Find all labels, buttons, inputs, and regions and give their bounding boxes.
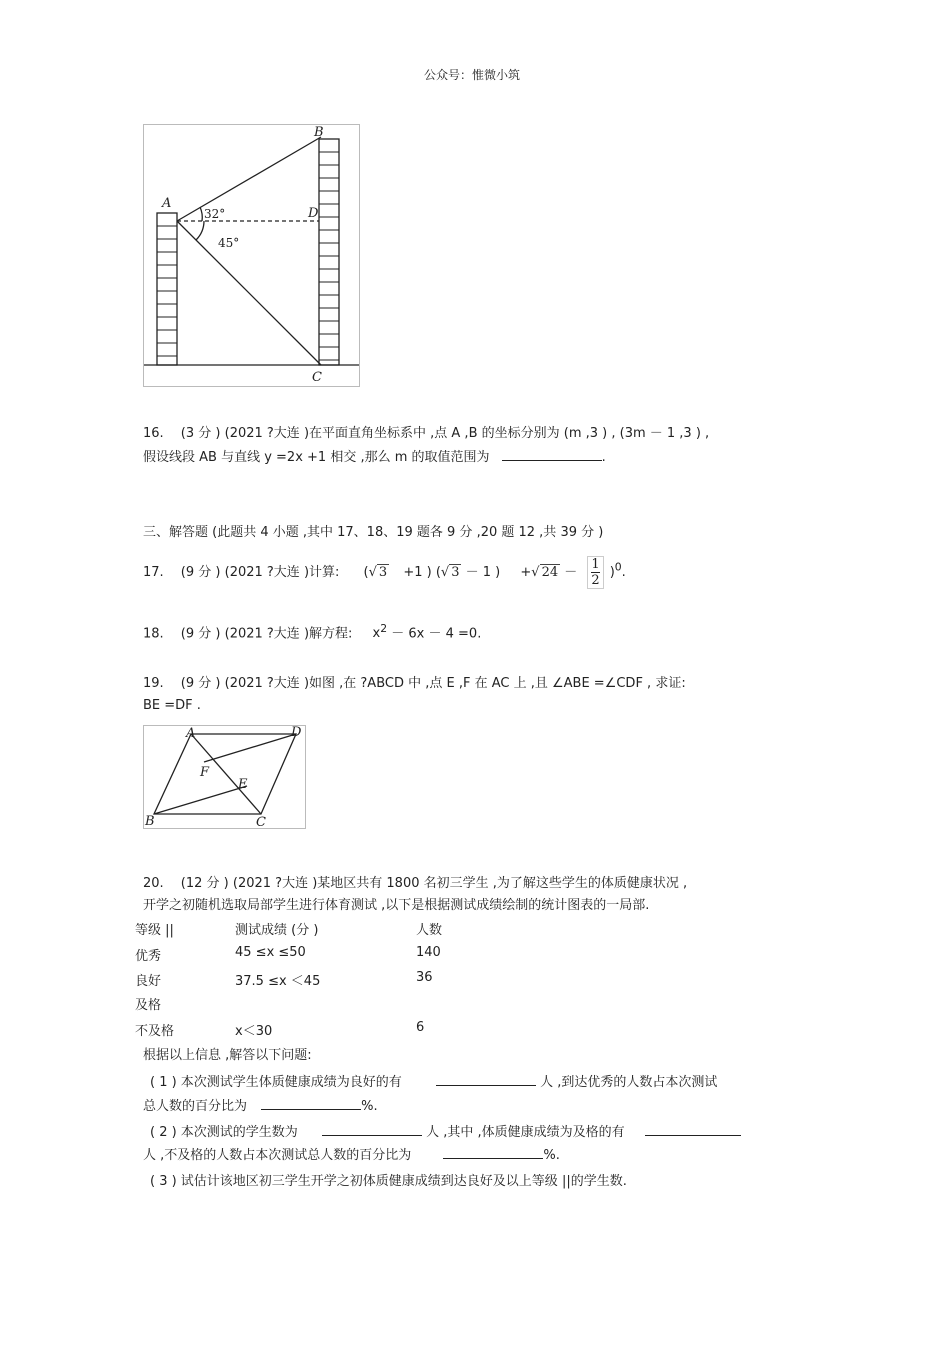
label-C2: C bbox=[256, 815, 266, 828]
table-row-score: 45 ≤x ≤50 bbox=[235, 945, 306, 960]
label-B: B bbox=[314, 125, 324, 140]
q20-good-count-blank[interactable] bbox=[436, 1073, 536, 1086]
label-E: E bbox=[238, 777, 248, 792]
q16-answer-blank[interactable] bbox=[502, 448, 602, 461]
fraction-one-half: $\frac{1}{2}$ bbox=[587, 556, 603, 589]
q20-part1-line1: ( 1 ) 本次测试学生体质健康成绩为良好的有 人 ,到达优秀的人数占本次测试 bbox=[150, 1075, 718, 1090]
table-row-count: 140 bbox=[416, 945, 441, 960]
table-row-count: 36 bbox=[416, 970, 433, 985]
q20-pass-count-blank[interactable] bbox=[645, 1123, 741, 1136]
q20-part1-line2: 总人数的百分比为 %. bbox=[143, 1099, 378, 1114]
q16-line1: 16. (3 分 ) (2021 ?大连 )在平面直角坐标系中 ,点 A ,B 的坐标分别为 (m ,3 ) , (3m － 1 ,3 ) , bbox=[143, 426, 710, 441]
table-row-score: x＜30 bbox=[235, 1024, 273, 1039]
table-row-score: 37.5 ≤x ＜45 bbox=[235, 974, 321, 989]
table-row-level: 良好 bbox=[135, 974, 162, 989]
label-F: F bbox=[200, 765, 210, 780]
q19-line2: BE =DF . bbox=[143, 698, 201, 713]
q18-line: 18. (9 分 ) (2021 ?大连 )解方程: $x^2 - 6x - 4 =0$. bbox=[143, 622, 482, 642]
page-header: 公众号：惟微小筑 bbox=[424, 68, 521, 82]
q20-intro: 根据以上信息 ,解答以下问题: bbox=[143, 1048, 312, 1063]
q20-part3: ( 3 ) 试估计该地区初三学生开学之初体质健康成绩到达良好及以上等级 ||的学生数. bbox=[150, 1174, 627, 1189]
table-row-level: 不及格 bbox=[135, 1024, 175, 1039]
figure-parallelogram bbox=[143, 725, 306, 829]
q20-line1: 20. (12 分 ) (2021 ?大连 )某地区共有 1800 名初三学生 ,为了解这些学生的体质健康状况 , bbox=[143, 876, 688, 891]
label-D: D bbox=[308, 206, 319, 221]
angle-32: 32° bbox=[204, 207, 226, 221]
figure-buildings bbox=[143, 124, 360, 387]
table-header-count: 人数 bbox=[416, 923, 443, 938]
q20-part2-line2: 人 ,不及格的人数占本次测试总人数的百分比为 %. bbox=[143, 1148, 560, 1163]
q16-line2: 假设线段 AB 与直线 y =2x +1 相交 ,那么 m 的取值范围为 . bbox=[143, 450, 606, 465]
q17-line: 17. (9 分 ) (2021 ?大连 )计算: (√ 3 +1 ) (√ 3 － 1 ) +√ 24 － $\frac{1}{2}$ )$^0$. bbox=[143, 557, 626, 588]
table-header-score: 测试成绩 (分 ) bbox=[235, 923, 319, 938]
label-B2: B bbox=[145, 814, 155, 828]
label-C: C bbox=[312, 370, 322, 385]
table-row-level: 优秀 bbox=[135, 949, 162, 964]
label-A: A bbox=[162, 196, 172, 211]
section-3-heading: 三、解答题 (此题共 4 小题 ,其中 17、18、19 题各 9 分 ,20 题 12 ,共 39 分 ) bbox=[143, 525, 604, 540]
label-D2: D bbox=[291, 726, 302, 740]
label-A2: A bbox=[186, 726, 196, 741]
q20-line2: 开学之初随机选取局部学生进行体育测试 ,以下是根据测试成绩绘制的统计图表的一局部. bbox=[143, 898, 650, 913]
table-row-count: 6 bbox=[416, 1020, 425, 1035]
q20-total-blank[interactable] bbox=[322, 1123, 422, 1136]
table-row-level: 及格 bbox=[135, 998, 162, 1013]
sqrt-symbol: √ bbox=[368, 565, 377, 580]
q19-line1: 19. (9 分 ) (2021 ?大连 )如图 ,在 ?ABCD 中 ,点 E ,F 在 AC 上 ,且 ∠ABE =∠CDF , 求证: bbox=[143, 676, 686, 691]
q20-excellent-percent-blank[interactable] bbox=[261, 1097, 361, 1110]
angle-45: 45° bbox=[218, 236, 240, 250]
q20-part2-line1: ( 2 ) 本次测试的学生数为 人 ,其中 ,体质健康成绩为及格的有 bbox=[150, 1121, 741, 1140]
q20-fail-percent-blank[interactable] bbox=[443, 1146, 543, 1159]
table-header-level: 等级 || bbox=[135, 923, 174, 938]
